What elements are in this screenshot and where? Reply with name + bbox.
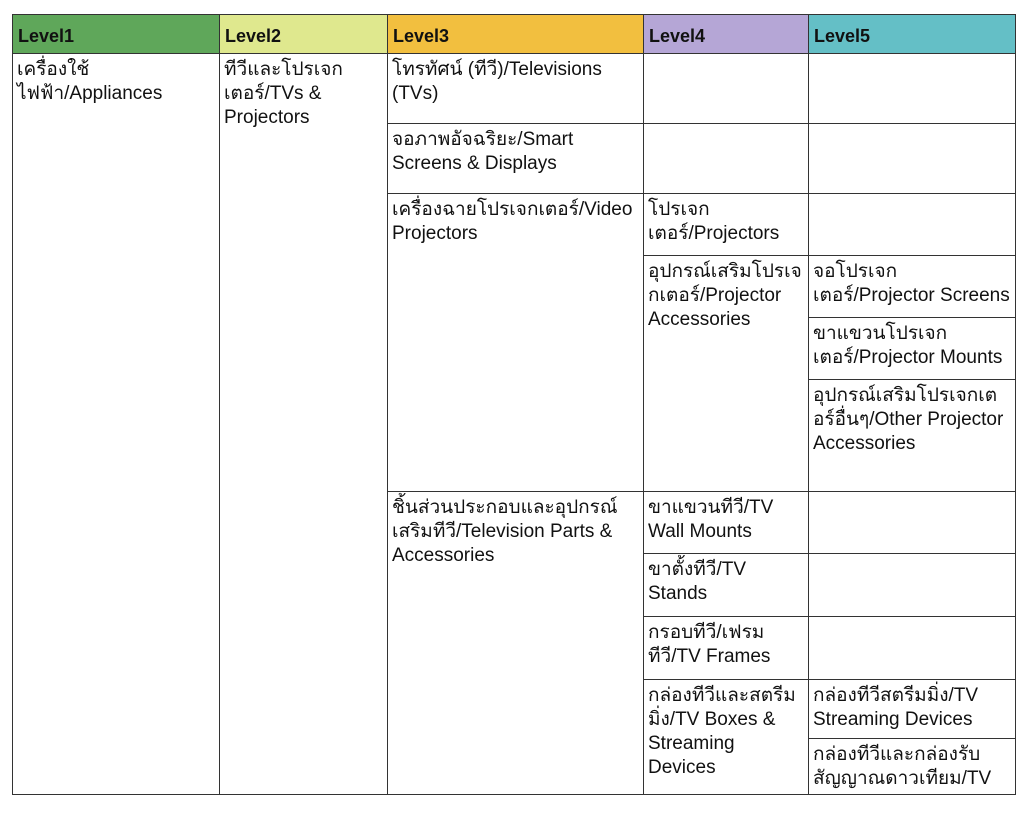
header-level5[interactable]: Level5 [809, 15, 1016, 54]
cell-level4-tv-boxes-streaming[interactable] [644, 680, 809, 795]
cell-text: ทีวีและโปรเจกเตอร์/TVs & Projectors [224, 59, 343, 128]
cell-level2-tvs-projectors[interactable] [220, 54, 388, 795]
cell-text: อุปกรณ์เสริมโปรเจกเตอร์อื่นๆ/Other Projector Accessories [813, 385, 1004, 454]
cell-text: ขาตั้งทีวี/TV Stands [648, 559, 747, 604]
cell-level3-televisions[interactable] [388, 54, 644, 124]
cell-text: กล่องทีวีและสตรีมมิ่ง/TV Boxes & Streaming Devices [648, 685, 796, 778]
header-row [13, 15, 1016, 54]
cell-level1-appliances[interactable] [13, 54, 220, 795]
cell-level3-tv-parts-accessories[interactable] [388, 492, 644, 795]
cell-text: เครื่องใช้ไฟฟ้า/Appliances [17, 59, 163, 104]
cell-level5-empty[interactable] [809, 492, 1016, 554]
cell-text: โทรทัศน์ (ทีวี)/Televisions (TVs) [392, 59, 602, 104]
cell-level5-satellite-boxes[interactable] [809, 739, 1016, 795]
cell-text: ขาแขวนทีวี/TV Wall Mounts [648, 497, 774, 542]
header-level4[interactable]: Level4 [644, 15, 809, 54]
table-row [13, 54, 1016, 124]
cell-level4-empty[interactable] [644, 54, 809, 124]
cell-text: ชิ้นส่วนประกอบและอุปกรณ์เสริมทีวี/Television Parts & Accessories [392, 497, 618, 566]
header-level1[interactable]: Level1 [13, 15, 220, 54]
cell-level5-empty[interactable] [809, 124, 1016, 194]
cell-text: จอโปรเจกเตอร์/Projector Screens [813, 261, 1010, 306]
header-level3[interactable]: Level3 [388, 15, 644, 54]
cell-text: ขาแขวนโปรเจกเตอร์/Projector Mounts [813, 323, 1003, 368]
cell-text: กล่องทีวีและกล่องรับสัญญาณดาวเทียม/TV [813, 744, 992, 789]
cell-level4-empty[interactable] [644, 124, 809, 194]
cell-text: กล่องทีวีสตรีมมิ่ง/TV Streaming Devices [813, 685, 979, 730]
cell-text: จอภาพอัจฉริยะ/Smart Screens & Displays [392, 129, 574, 174]
cell-level4-projectors[interactable] [644, 194, 809, 256]
cell-level3-smart-screens[interactable] [388, 124, 644, 194]
cell-level4-tv-wall-mounts[interactable] [644, 492, 809, 554]
cell-level3-video-projectors[interactable] [388, 194, 644, 492]
cell-level5-empty[interactable] [809, 617, 1016, 680]
header-level2[interactable]: Level2 [220, 15, 388, 54]
cell-level4-tv-frames[interactable] [644, 617, 809, 680]
cell-text: โปรเจกเตอร์/Projectors [648, 199, 780, 244]
cell-level5-empty[interactable] [809, 194, 1016, 256]
cell-text: กรอบทีวี/เฟรมทีวี/TV Frames [648, 622, 771, 667]
category-table [12, 14, 1016, 795]
cell-level5-empty[interactable] [809, 54, 1016, 124]
cell-level5-other-projector-accessories[interactable] [809, 380, 1016, 492]
cell-level5-tv-streaming-devices[interactable] [809, 680, 1016, 739]
cell-level5-empty[interactable] [809, 554, 1016, 617]
cell-level5-projector-screens[interactable] [809, 256, 1016, 318]
cell-text: เครื่องฉายโปรเจกเตอร์/Video Projectors [392, 199, 633, 244]
cell-level4-tv-stands[interactable] [644, 554, 809, 617]
cell-text: อุปกรณ์เสริมโปรเจกเตอร์/Projector Accessories [648, 261, 802, 330]
cell-level4-projector-accessories[interactable] [644, 256, 809, 492]
cell-level5-projector-mounts[interactable] [809, 318, 1016, 380]
